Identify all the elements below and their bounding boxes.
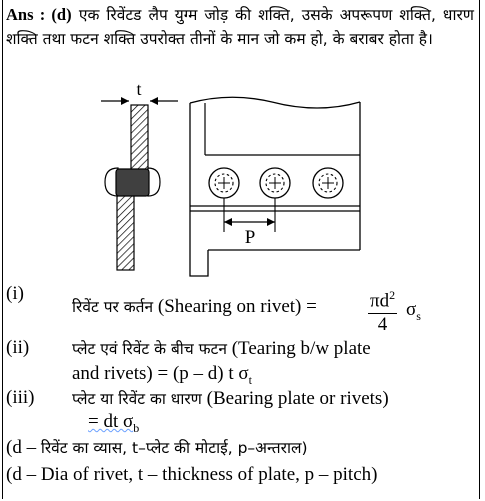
answer-label: Ans : (d) <box>6 5 72 24</box>
formula-iii-hindi: प्लेट या रिवेंट का धारण <box>72 390 202 408</box>
formula-iii <box>6 387 476 437</box>
answer-paragraph <box>6 3 474 51</box>
rivet-head-right <box>148 168 160 196</box>
lap-joint-figure <box>0 80 485 285</box>
formula-iii-num: (iii) <box>6 387 35 408</box>
legend-hindi-prefix: (d – <box>6 437 41 458</box>
formula-iii-line2: = dt σ <box>88 411 134 432</box>
pitch-arrowhead-right <box>267 218 275 226</box>
formula-i-hindi: रिवेंट पर कर्तन <box>72 298 154 316</box>
legend-hindi-text: रिवेंट का व्यास, t–प्लेट की मोटाई, p–अन्तराल) <box>40 439 308 457</box>
thickness-arrowhead-left <box>121 97 129 105</box>
formula-i-sigma: σ <box>406 299 417 320</box>
numerator-exponent: 2 <box>389 288 396 302</box>
fraction-denominator: 4 <box>377 314 388 336</box>
formula-i-num: (i) <box>6 283 24 304</box>
formula-i-sigma-sub: s <box>416 308 421 323</box>
formula-ii-line2: and rivets) = (p – d) t σ <box>72 363 249 384</box>
formula-i-fraction <box>368 283 397 336</box>
rivet-row <box>209 168 343 198</box>
pitch-arrowhead-left <box>224 218 232 226</box>
lower-plate-side <box>117 188 134 270</box>
legend-english: (d – Dia of rivet, t – thickness of plate, p – pitch) <box>6 464 378 485</box>
formula-ii-hindi: प्लेट एवं रिवेंट के बीच फटन <box>72 340 227 358</box>
formula-ii <box>6 337 476 387</box>
rivet-shank <box>116 169 149 196</box>
formula-iii-sigma-sub: b <box>133 420 140 435</box>
formula-i-english: (Shearing on rivet) = <box>157 296 317 317</box>
formula-iii-english: (Bearing plate or rivets) <box>206 388 389 409</box>
answer-text: एक रिवेंटड लैप युग्म जोड़ की शक्ति, उसके अपरूपण शक्ति, धारण शक्ति तथा फटन शक्ति उपरोक्त तीनों के मान जो कम हो, के बराबर होता है। <box>6 6 474 48</box>
thickness-label: t <box>136 80 142 99</box>
formula-ii-num: (ii) <box>6 337 30 358</box>
formula-ii-english: (Tearing b/w plate <box>231 338 371 359</box>
thickness-arrowhead-right <box>150 97 158 105</box>
formula-ii-sigma-sub: t <box>248 372 252 387</box>
legend-hindi <box>6 436 308 459</box>
fraction-numerator: πd <box>370 290 390 312</box>
pitch-label: P <box>244 227 256 248</box>
upper-break-line <box>190 97 360 108</box>
